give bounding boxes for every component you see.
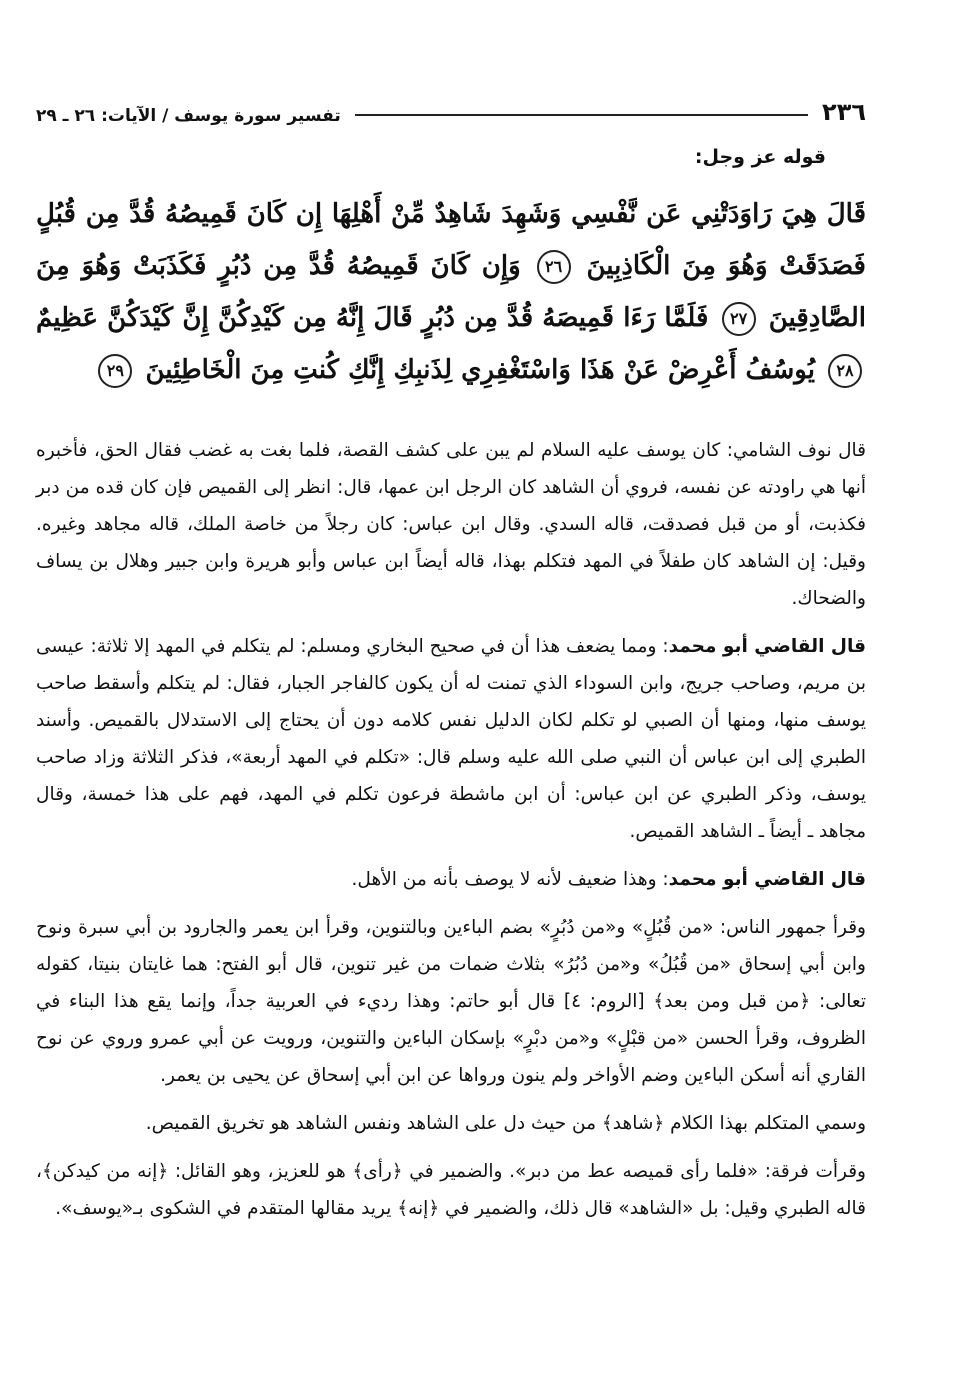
- paragraph-text: وقرأت فرقة: «فلما رأى قميصه عط من دبر». والضمير في ﴿رأى﴾ هو للعزيز، وهو القائل: ﴿إنه من كيدكن﴾، قاله الطبري وقيل: بل «الشاهد» قال ذلك، والضمير في ﴿إنه﴾ يريد مقالها المتقدم في الشكوى بـ«يوسف».: [36, 1161, 866, 1219]
- ayah-number-marker: ٢٦: [537, 250, 571, 284]
- ayah-number-marker: ٢٨: [828, 354, 862, 388]
- ayah-number-marker: ٢٩: [98, 354, 132, 388]
- page-header: [36, 86, 866, 126]
- page-number: ٢٣٦: [822, 98, 866, 126]
- paragraph-lead: قال القاضي أبو محمد: [668, 869, 866, 890]
- verse-text: وَإِن كَانَ قَمِيصُهُ قُدَّ مِن دُبُرٍ فَكَذَبَتْ وَهُوَ مِنَ الصَّادِقِينَ: [36, 251, 866, 333]
- commentary-paragraph: [36, 861, 866, 898]
- ayah-number-marker: ٢٧: [722, 302, 756, 336]
- commentary-paragraph: [36, 909, 866, 1094]
- header-rule: [355, 114, 808, 116]
- paragraph-text: وقرأ جمهور الناس: «من قُبُلٍ» و«من دُبُرٍ» بضم الباءين وبالتنوين، وقرأ ابن يعمر والجارود بن أبي سبرة ونوح وابن أبي إسحاق «من قُبُلُ» و«من دُبُرُ» بثلاث ضمات من غير تنوين، قال أبو الفتح: هما غايتان بنيتا، كقوله تعالى: ﴿من قبل ومن بعد﴾ [الروم: ٤] قال أبو حاتم: وهذا رديء في العربية جداً، وإنما يقع هذا البناء في الظروف، وقرأ الحسن «من قبْلٍ» و«من دبْرٍ» بإسكان الباءين والتنوين، ورويت عن أبي عمرو وروي عن نوح القاري أنه أسكن الباءين وضم الأواخر ولم ينون ورواها عن ابن أبي إسحاق عن يحيى بن يعمر.: [36, 917, 866, 1086]
- commentary-paragraph: [36, 1153, 866, 1227]
- quran-verses: [36, 188, 866, 396]
- commentary-body: [36, 432, 866, 1238]
- paragraph-text: : ومما يضعف هذا أن في صحيح البخاري ومسلم: لم يتكلم في المهد إلا ثلاثة: عيسى بن مريم، وصاحب جريج، وابن السوداء الذي تمنت له أن يكون كالفاجر الجبار، فقال: لم يتكلم وأسقط صاحب يوسف منها، ومنها أن الصبي لو تكلم لكان الدليل نفس كلامه دون أن يحتاج إلى الاستدلال بالقميص. وأسند الطبري إلى ابن عباس أن النبي صلى الله عليه وسلم قال: «تكلم في المهد أربعة»، فذكر الثلاثة وزاد صاحب يوسف، وذكر الطبري عن ابن عباس: أن ابن ماشطة فرعون تكلم في المهد، فهم على هذا خمسة، وقال مجاهد ـ أيضاً ـ الشاهد القميص.: [36, 636, 866, 842]
- commentary-paragraph: [36, 628, 866, 850]
- commentary-paragraph: [36, 432, 866, 617]
- verse-text: فَلَمَّا رَءَا قَمِيصَهُ قُدَّ مِن دُبُرٍ قَالَ إِنَّهُ مِن كَيْدِكُنَّ إِنَّ كَيْدَكُنَّ عَظِيمٌ: [36, 303, 709, 333]
- verse-text: قَالَ هِيَ رَاوَدَتْنِي عَن نَّفْسِي وَشَهِدَ شَاهِدٌ مِّنْ أَهْلِهَا إِن كَانَ قَمِيصُهُ قُدَّ مِن قُبُلٍ فَصَدَقَتْ وَهُوَ مِنَ الْكَاذِبِينَ: [36, 199, 866, 281]
- verse-intro: قوله عز وجل:: [694, 146, 826, 168]
- paragraph-lead: قال القاضي أبو محمد: [668, 636, 867, 657]
- paragraph-text: وسمي المتكلم بهذا الكلام ﴿شاهد﴾ من حيث دل على الشاهد ونفس الشاهد هو تخريق القميص.: [145, 1113, 866, 1134]
- commentary-paragraph: [36, 1105, 866, 1142]
- running-title: تفسير سورة يوسف / الآيات: ٢٦ ـ ٢٩: [36, 106, 341, 126]
- paragraph-text: : وهذا ضعيف لأنه لا يوصف بأنه من الأهل.: [351, 869, 669, 890]
- paragraph-text: قال نوف الشامي: كان يوسف عليه السلام لم يبن على كشف القصة، فلما بغت به غضب فقال الحق، فأخبره أنها هي راودته عن نفسه، فروي أن الشاهد كان الرجل ابن عمها، قال: انظر إلى القميص فإن كان قده من دبر فكذبت، أو من قبل فصدقت، قاله السدي. وقال ابن عباس: كان رجلاً من خاصة الملك، قاله مجاهد وغيره. وقيل: إن الشاهد كان طفلاً في المهد فتكلم بهذا، قاله أيضاً ابن عباس وأبو هريرة وابن جبير وهلال بن يساف والضحاك.: [36, 440, 866, 609]
- verse-text: يُوسُفُ أَعْرِضْ عَنْ هَذَا وَاسْتَغْفِرِي لِذَنبِكِ إِنَّكِ كُنتِ مِنَ الْخَاطِئِينَ: [145, 355, 815, 385]
